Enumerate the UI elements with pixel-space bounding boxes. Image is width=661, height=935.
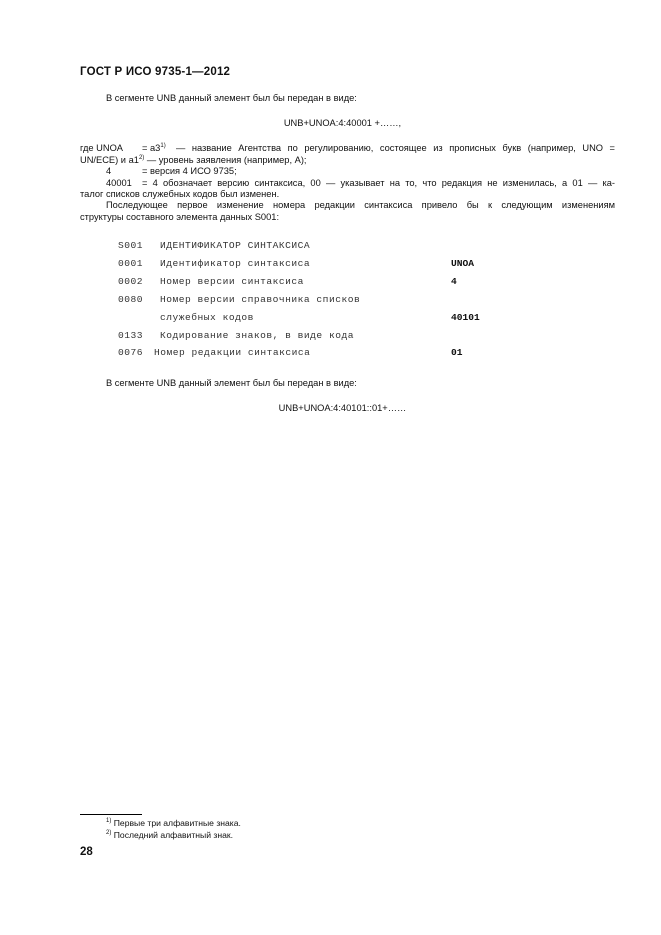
def-four-term: 4: [106, 166, 112, 176]
footnote-2-text: Последний алфавитный знак.: [113, 830, 234, 840]
table-row-name: Идентификатор синтаксиса: [160, 258, 311, 269]
footnote-1: [106, 818, 241, 828]
def-unoa-text-2b: — уровень заявления (например, А);: [144, 154, 307, 165]
table-head-name: ИДЕНТИФИКАТОР СИНТАКСИСА: [160, 240, 311, 251]
footnote-2: [106, 830, 233, 840]
table-head-code: S001: [118, 240, 144, 251]
table-row-name: Номер версии синтаксиса: [160, 276, 304, 287]
def-version-text-1: = 4 обозначает версию синтаксиса, 00 — указывает на то, что редакция не изменилась, а 01 — ка-: [142, 177, 615, 188]
table-row-code: 0002: [118, 276, 144, 287]
def-unoa-eq: = a3: [142, 143, 161, 153]
table-row-code: 0076: [118, 347, 144, 358]
page-number: 28: [80, 846, 93, 858]
outro-line: В сегменте UNB данный элемент был бы передан в виде:: [106, 378, 357, 388]
def-version-text-2: талог списков служебных кодов был изменен.: [80, 189, 280, 199]
footnote-1-mark: 1): [106, 818, 112, 824]
document-header: ГОСТ Р ИСО 9735-1—2012: [80, 66, 231, 78]
paragraph-2-line-1: Последующее первое изменение номера редакции синтаксиса привело бы к следующим изменениям: [106, 200, 615, 210]
def-unoa-text-2a: UN/ECE) и a1: [80, 154, 139, 165]
footnote-2-mark: 2): [106, 830, 112, 836]
def-four-text: = версия 4 ИСО 9735;: [142, 166, 237, 176]
table-row-code: 0001: [118, 258, 144, 269]
table-row-value: 40101: [451, 312, 480, 323]
paragraph-2: [80, 200, 615, 223]
definitions-block: [80, 143, 615, 201]
paragraph-2-line-2: структуры составного элемента данных S001:: [80, 211, 280, 222]
table-row-code: 0133: [118, 330, 144, 341]
def-version-term: 40001: [106, 177, 132, 188]
table-row-value: 01: [451, 347, 463, 358]
table-row-value: UNOA: [451, 258, 475, 269]
table-row-name: Кодирование знаков, в виде кода: [160, 330, 354, 341]
example-string-1: UNB+UNOA:4:40001 +……,: [283, 118, 402, 128]
def-unoa-text-1: — название Агентства по регулированию, состоящее из прописных букв (например, UNO =: [176, 143, 615, 153]
table-row-name-continued: служебных кодов: [160, 312, 254, 323]
footnote-1-text: Первые три алфавитные знака.: [113, 818, 241, 828]
table-row-value: 4: [451, 276, 457, 287]
def-unoa-term: где UNOA: [80, 143, 124, 153]
table-row-name: Номер редакции синтаксиса: [154, 347, 311, 358]
example-string-2: UNB+UNOA:4:40101::01+……: [278, 403, 407, 413]
data-element-table: [0, 240, 661, 365]
footnote-ref-1: 1): [160, 143, 166, 149]
table-row-name: Номер версии справочника списков: [160, 294, 361, 305]
table-row-code: 0080: [118, 294, 144, 305]
intro-line: В сегменте UNB данный элемент был бы передан в виде:: [106, 93, 357, 103]
footnote-divider: [80, 814, 142, 815]
footnote-ref-2: 2): [138, 154, 145, 161]
